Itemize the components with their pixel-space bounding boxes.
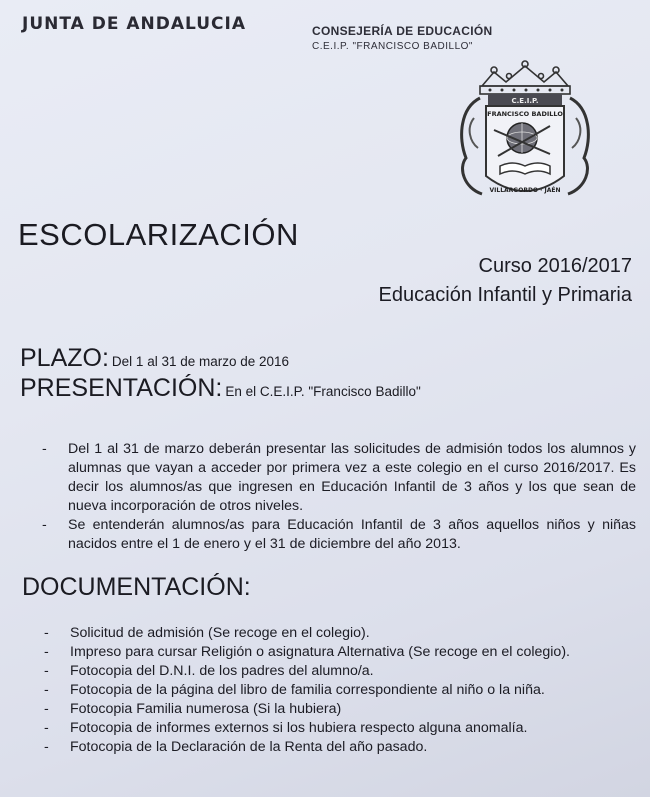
documentacion-list [44,624,636,757]
junta-header: JUNTA DE ANDALUCIA [22,14,246,34]
seal-bottom-text: VILLARGORDO · JAÉN [489,187,561,194]
level-label: Educación Infantil y Primaria [378,284,632,306]
plazo-value: Del 1 al 31 de marzo de 2016 [111,354,290,369]
presentacion-label: PRESENTACIÓN: [20,374,223,402]
consejeria-label: CONSEJERÍA DE EDUCACIÓN [312,24,493,38]
info-list [42,440,636,554]
seal-top-text: C.E.I.P. [511,97,539,105]
seal-name-text: FRANCISCO BADILLO [487,110,563,118]
list-item: - Solicitud de admisión (Se recoge en el colegio). [44,625,370,641]
centro-label: C.E.I.P. "FRANCISCO BADILLO" [312,41,473,52]
list-item: - Fotocopia de la página del libro de familia correspondiente al niño o la niña. [44,682,545,698]
list-item: - Del 1 al 31 de marzo deberán presentar las solicitudes de admisión todos los alumnos y alumnas que vayan a acceder por primera vez a este colegio en el curso 2016/2017. Es decir los alumnos/as que ingresen en Educación Infantil de 3 años y los que sean de nueva incorporación de otros niveles. [42,441,636,514]
presentacion-value: En el C.E.I.P. "Francisco Badillo" [225,384,421,399]
course-label: Curso 2016/2017 [478,255,632,277]
list-item: - Fotocopia Familia numerosa (Si la hubiera) [44,701,342,717]
school-seal-icon [450,58,600,208]
page-title: ESCOLARIZACIÓN [18,217,299,252]
list-item: - Fotocopia del D.N.I. de los padres del alumno/a. [44,663,374,679]
list-item: - Fotocopia de informes externos si los hubiera respecto alguna anomalía. [44,720,528,736]
presentacion-row [20,374,421,403]
list-item: - Se entenderán alumnos/as para Educación Infantil de 3 años aquellos niños y niñas nacidos entre el 1 de enero y el 31 de diciembre del año 2013. [42,517,636,552]
list-item: - Impreso para cursar Religión o asignatura Alternativa (Se recoge en el colegio). [44,644,570,660]
plazo-row [20,344,289,373]
consejeria-header [312,24,492,52]
documentacion-title: DOCUMENTACIÓN: [22,573,251,601]
plazo-label: PLAZO: [20,344,109,372]
list-item: - Fotocopia de la Declaración de la Renta del año pasado. [44,739,428,755]
